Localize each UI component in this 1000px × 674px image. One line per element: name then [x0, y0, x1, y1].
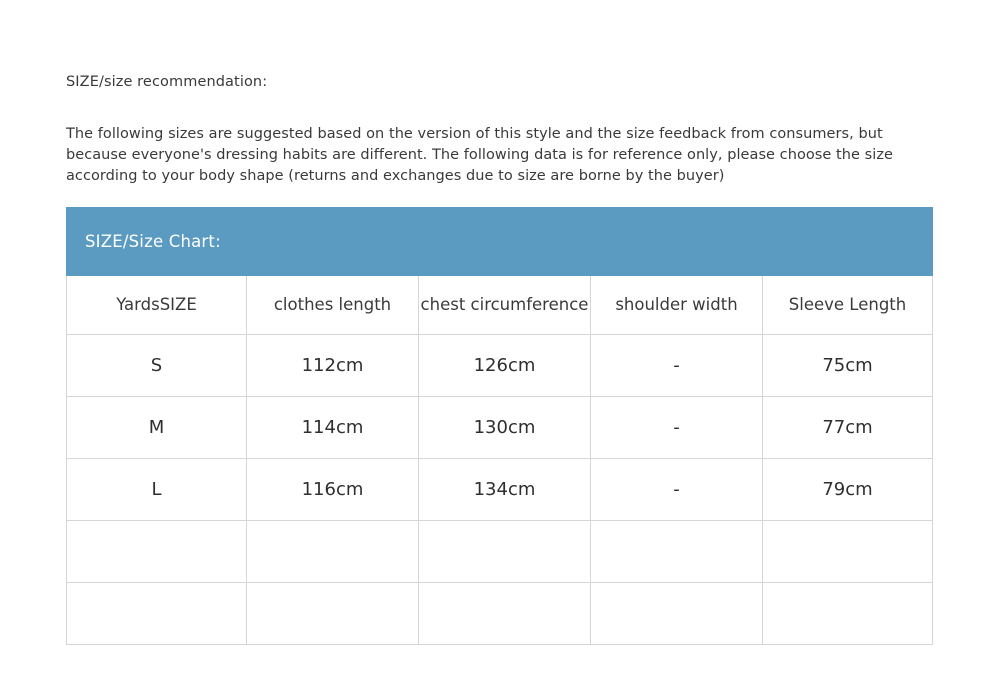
- cell-chest-circumference: 126cm: [419, 335, 591, 397]
- intro-paragraph: The following sizes are suggested based on the version of this style and the size feedback from consumers, but because everyone's dressing habits are different. The following data is for reference only, please choose the size according to your body shape (returns and exchanges due to size are borne by the buyer): [66, 126, 893, 185]
- table-banner-cell: [67, 208, 933, 276]
- cell-shoulder-width: -: [591, 397, 763, 459]
- header-cell-shoulder-width: shoulder width: [591, 276, 763, 335]
- table-row: [67, 335, 933, 397]
- cell-shoulder-width: -: [591, 459, 763, 521]
- table-banner-row: [67, 208, 933, 276]
- table-row: [67, 459, 933, 521]
- table-row: [67, 583, 933, 645]
- page-title: SIZE/size recommendation:: [66, 74, 268, 90]
- table-header-row: [67, 276, 933, 335]
- size-table-container: [66, 207, 932, 645]
- cell-size: L: [67, 459, 247, 521]
- cell-chest-circumference: [419, 521, 591, 583]
- cell-sleeve-length: 79cm: [763, 459, 933, 521]
- cell-shoulder-width: [591, 583, 763, 645]
- cell-clothes-length: 114cm: [247, 397, 419, 459]
- cell-clothes-length: 116cm: [247, 459, 419, 521]
- cell-size: M: [67, 397, 247, 459]
- header-cell-sleeve-length: Sleeve Length: [763, 276, 933, 335]
- cell-clothes-length: 112cm: [247, 335, 419, 397]
- cell-sleeve-length: 75cm: [763, 335, 933, 397]
- header-cell-size: YardsSIZE: [67, 276, 247, 335]
- header-cell-chest-circumference: chest circumference: [419, 276, 591, 335]
- cell-clothes-length: [247, 583, 419, 645]
- table-banner-label: SIZE/Size Chart:: [85, 232, 221, 251]
- cell-size: [67, 521, 247, 583]
- cell-chest-circumference: [419, 583, 591, 645]
- cell-shoulder-width: -: [591, 335, 763, 397]
- cell-sleeve-length: 77cm: [763, 397, 933, 459]
- cell-chest-circumference: 130cm: [419, 397, 591, 459]
- cell-clothes-length: [247, 521, 419, 583]
- cell-size: S: [67, 335, 247, 397]
- cell-chest-circumference: 134cm: [419, 459, 591, 521]
- cell-size: [67, 583, 247, 645]
- cell-shoulder-width: [591, 521, 763, 583]
- table-row: [67, 397, 933, 459]
- header-cell-clothes-length: clothes length: [247, 276, 419, 335]
- cell-sleeve-length: [763, 521, 933, 583]
- cell-sleeve-length: [763, 583, 933, 645]
- table-row: [67, 521, 933, 583]
- size-table: [66, 207, 933, 645]
